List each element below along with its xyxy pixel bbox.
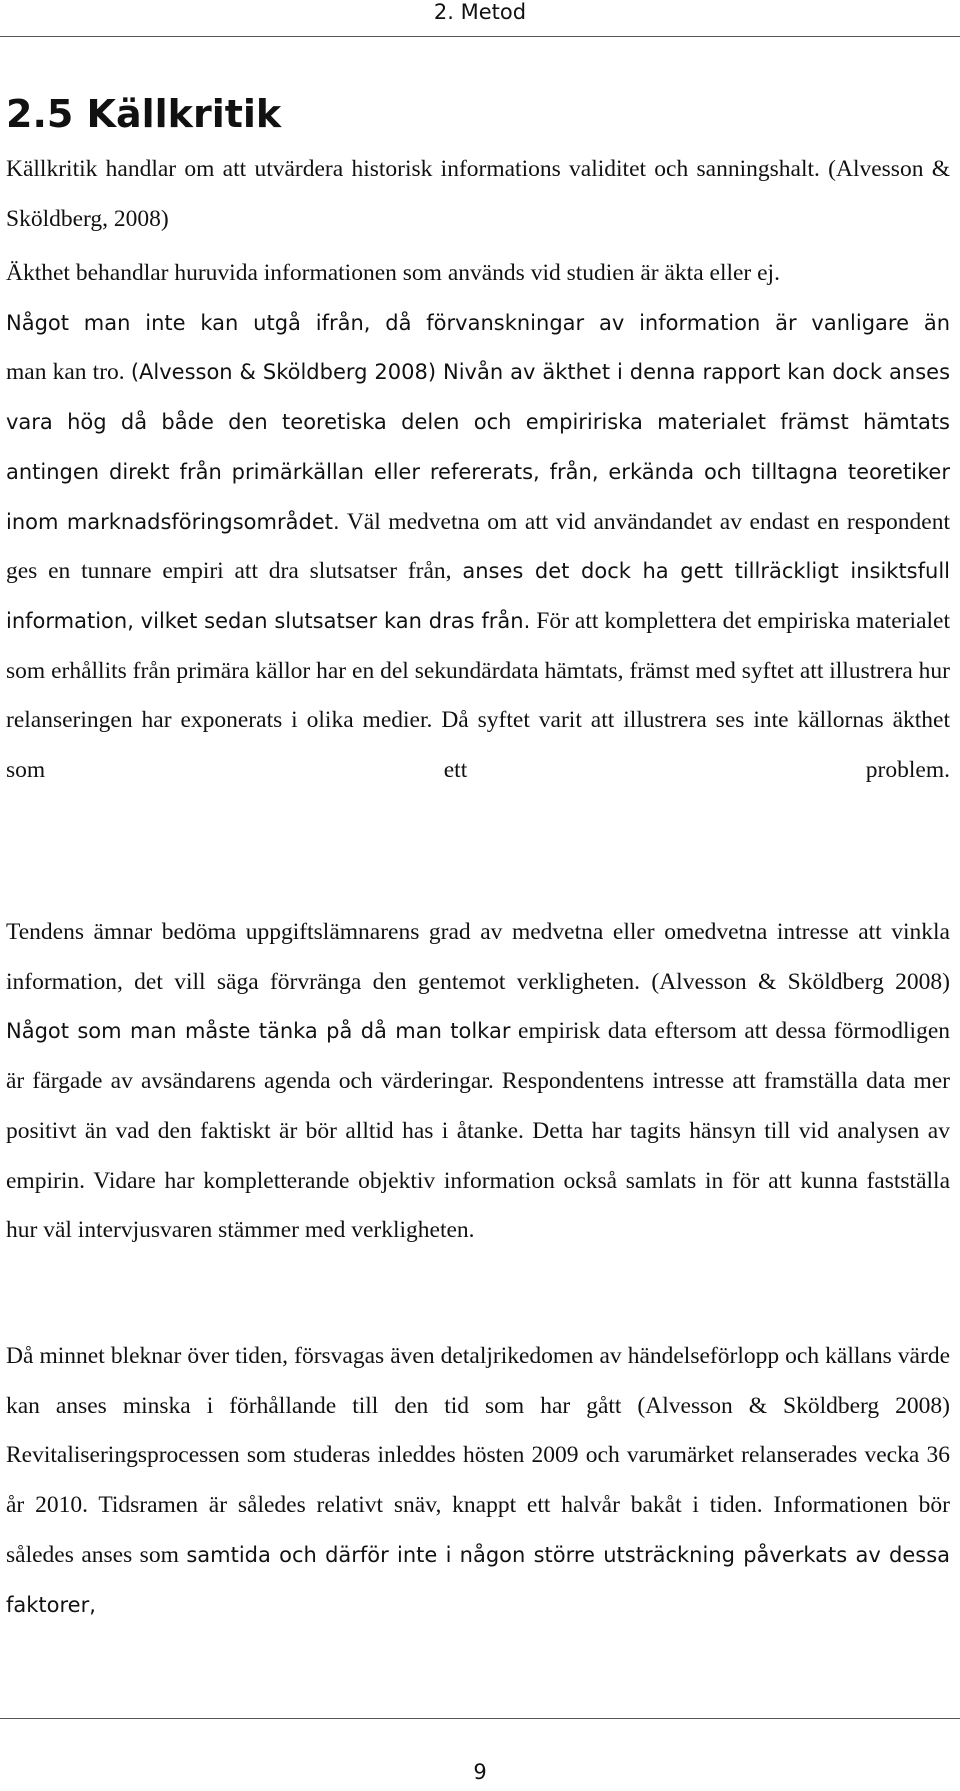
paragraph-4-run-a: Då minnet bleknar över tiden, försvagas även detaljrikedomen av händelseförlopp och källans värde kan anses minska i förhållande till den tid som har gått (Alvesson & Sköldberg 2008) Revitaliseringsprocessen som studeras inleddes hösten 2009 och varumärket relanserades vecka 36 år 2010. Tidsramen är således relativt snäv, knappt ett halvår bakåt i tiden. Informationen bör således anses som [6, 1343, 950, 1568]
paragraph-2 [6, 249, 950, 796]
paragraph-2-run-d: anses det dock ha gett tillräckligt insiktsfull information, vilket sedan slutsatser kan dras från. [6, 559, 950, 633]
paragraph-2-run-c: Väl medvetna om att vid användandet av endast en respondent ges en tunnare empiri att dra slutsatser från, [6, 508, 951, 585]
paragraph-4 [6, 1332, 950, 1630]
paragraph-2-run-b: (Alvesson & Sköldberg 2008) Nivån av äkthet i denna rapport kan dock anses vara hög då både den teoretiska delen och empiririska materialet främst hämtats antingen direkt från primärkällan eller refererats, från, erkända och tilltagna teoretiker inom marknadsföringsområdet. [6, 360, 951, 534]
paragraph-1 [6, 145, 950, 244]
paragraph-3-run-a: Tendens ämnar bedöma uppgiftslämnarens grad av medvetna eller omedvetna intresse att vinkla information, det vill säga förvränga den gentemot verkligheten. (Alvesson & Sköldberg 2008) [6, 919, 950, 995]
paragraph-2-line-2: Något man inte kan utgå ifrån, då förvanskningar av information är vanligare än [6, 310, 950, 335]
paragraph-4-body [6, 1332, 950, 1630]
chapter-header: 2. Metod [433, 0, 527, 24]
footer-rule [0, 1718, 960, 1719]
paragraph-1-text: Källkritik handlar om att utvärdera historisk informations validitet och sanningshalt. (Alvesson & Sköldberg, 2008) [6, 156, 950, 232]
paragraph-3 [6, 908, 950, 1256]
section-title: 2.5 Källkritik [6, 92, 282, 136]
paragraph-4-run-b: samtida och därför inte i någon större utsträckning påverkats av dessa faktorer, [6, 1542, 951, 1617]
paragraph-3-body [6, 908, 950, 1256]
page-header [0, 0, 960, 37]
paragraph-3-run-b: Något som man måste tänka på då man tolkar [6, 1019, 511, 1044]
paragraph-2-run-e: För att komplettera det empiriska materialet som erhållits från primära källor har en del sekundärdata hämtats, främst med syftet att illustrera hur relanseringen har exponerats i olika medier. Då syftet varit att illustrera ses inte källornas äkthet som ett problem. [6, 607, 950, 784]
paragraph-2-run-a: man kan tro. [6, 359, 125, 386]
paragraph-2-line-1: Äkthet behandlar huruvida informationen som används vid studien är äkta eller ej. [6, 260, 780, 286]
paragraph-2-body [6, 348, 950, 795]
page-number: 9 [473, 1760, 487, 1784]
paragraph-3-run-c: empirisk data eftersom att dessa förmodligen är färgade av avsändarens agenda och värderingar. Respondentens intresse att framställa data mer positivt än vad den faktiskt är bör alltid has i åtanke. Detta har tagits hänsyn till vid analysen av empirin. Vidare har kompletterande objektiv information också samlats in för att kunna fastställa hur väl intervjusvaren stämmer med verkligheten. [6, 1018, 950, 1244]
